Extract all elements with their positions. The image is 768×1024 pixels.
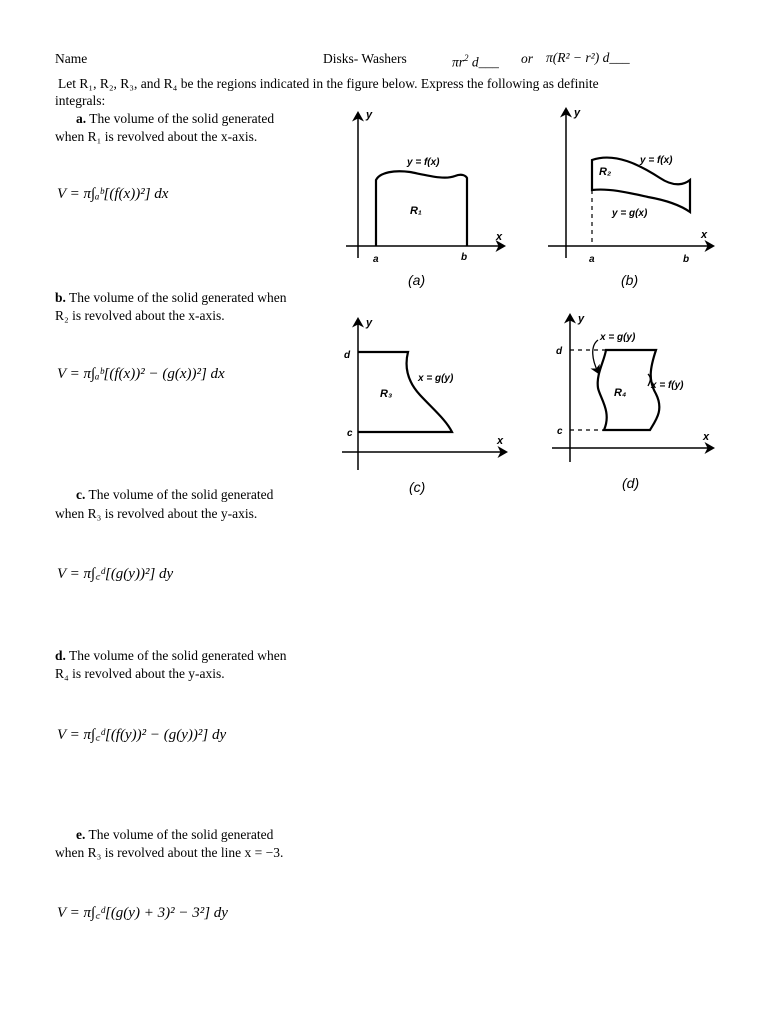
- fig-c-y-label: y: [366, 317, 373, 329]
- answer-c: V = π∫꜀ᵈ[(g(y))²] dy: [57, 566, 174, 582]
- fig-d-c-label: c: [557, 426, 563, 437]
- problem-b-line-2: R₂ is revolved about the x-axis.: [55, 308, 225, 323]
- problem-b-line-1: b. The volume of the solid generated when: [55, 290, 287, 305]
- fig-c-c-label: c: [347, 428, 353, 439]
- fig-a-caption: (a): [408, 272, 426, 288]
- fig-b-y-label: y: [574, 107, 581, 119]
- problem-e-line-2: when R₃ is revolved about the line x = −3.: [55, 845, 284, 860]
- problem-d-line-2: R₄ is revolved about the y-axis.: [55, 666, 225, 681]
- disk-formula: $\pi r^2$ d___: [452, 53, 499, 70]
- fig-a-a-label: a: [373, 254, 379, 265]
- fig-b-region-label: R₂: [599, 166, 612, 178]
- fig-b-a-label: a: [589, 254, 595, 265]
- answer-b: V = π∫ₐᵇ[(f(x))² − (g(x))²] dx: [57, 366, 225, 382]
- worksheet-title: Disks- Washers: [323, 51, 407, 66]
- fig-b-caption: (b): [621, 272, 639, 288]
- fig-a-curve-label: y = f(x): [407, 157, 440, 168]
- fig-d-caption: (d): [622, 475, 640, 491]
- fig-c-x-label: x: [497, 435, 504, 447]
- fig-a-y-label: y: [366, 109, 373, 121]
- or-label: or: [521, 51, 534, 66]
- fig-d-right-label: x = f(y): [651, 380, 684, 391]
- fig-b-bottom-label: y = g(x): [612, 208, 648, 219]
- fig-a-x-label: x: [496, 231, 503, 243]
- answer-e: V = π∫꜀ᵈ[(g(y) + 3)² − 3²] dy: [57, 905, 228, 921]
- fig-c-region-outline: [358, 352, 452, 432]
- intro-line-2: integrals:: [55, 93, 106, 108]
- answer-a: V = π∫ₐᵇ[(f(x))²] dx: [57, 186, 169, 202]
- washer-formula: π(R² − r²) d___: [546, 50, 630, 65]
- fig-c-region-label: R₃: [380, 388, 393, 400]
- fig-b-top-label: y = f(x): [640, 155, 673, 166]
- figure-a: [346, 109, 503, 288]
- fig-d-x-label: x: [703, 431, 710, 443]
- fig-d-d-label: d: [556, 346, 563, 357]
- problem-e-line-1: e. The volume of the solid generated: [76, 827, 274, 842]
- fig-c-caption: (c): [409, 479, 426, 495]
- fig-b-b-label: b: [683, 254, 690, 265]
- fig-d-y-label: y: [578, 313, 585, 325]
- fig-a-b-label: b: [461, 252, 468, 263]
- fig-d-region-label: R₄: [614, 387, 627, 399]
- name-label: Name: [55, 51, 88, 66]
- figure-c: [342, 317, 505, 495]
- fig-c-curve-label: x = g(y): [418, 373, 454, 384]
- problem-c-line-1: c. The volume of the solid generated: [76, 487, 274, 502]
- figure-b: [548, 107, 712, 288]
- fig-a-region-label: R₁: [410, 205, 422, 217]
- answer-d: V = π∫꜀ᵈ[(f(y))² − (g(y))²] dy: [57, 727, 227, 743]
- fig-d-pointer-g: [593, 340, 598, 372]
- problem-a-line-2: when R₁ is revolved about the x-axis.: [55, 129, 258, 144]
- intro-line-1: Let R₁, R₂, R₃, and R₄ be the regions indicated in the figure below. Express the following as definite: [58, 76, 599, 91]
- fig-d-left-label: x = g(y): [600, 332, 636, 343]
- problem-d-line-1: d. The volume of the solid generated when: [55, 648, 287, 663]
- problem-a-line-1: a. The volume of the solid generated: [76, 111, 275, 126]
- fig-c-d-label: d: [344, 350, 351, 361]
- figure-d: [552, 313, 712, 491]
- problem-c-line-2: when R₃ is revolved about the y-axis.: [55, 506, 258, 521]
- fig-b-x-label: x: [701, 229, 708, 241]
